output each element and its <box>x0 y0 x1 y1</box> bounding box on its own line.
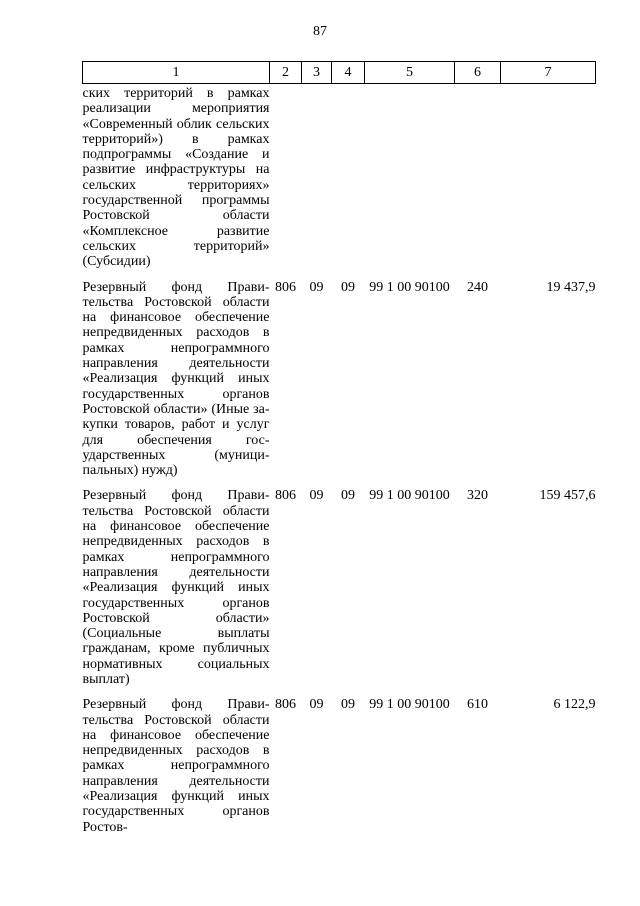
table-row <box>83 488 596 697</box>
row-section: 09 <box>309 488 324 504</box>
row-section: 09 <box>309 279 324 295</box>
row-code: 806 <box>275 697 296 713</box>
row-code: 806 <box>275 279 296 295</box>
row-code <box>270 84 302 280</box>
row-target: 99 1 00 90100 <box>369 488 450 504</box>
table-body <box>83 84 596 845</box>
row-subsection <box>332 84 365 280</box>
header-col-1: 1 <box>83 62 270 84</box>
header-col-6: 6 <box>455 62 501 84</box>
row-section <box>302 84 332 280</box>
table-header <box>83 62 596 84</box>
row-expense-type <box>455 84 501 280</box>
row-amount: 6 122,9 <box>553 697 596 713</box>
row-expense-type: 240 <box>467 279 488 295</box>
row-description: Резервный фонд Правительства Ростовской области на финансовое обеспечение непредвиденных расходов в рамках непрограммного направления деятельности «Реализация функций иных государственных органов Ростовской области» (Иные закупки товаров, работ и услуг для обеспечения государственных (муниципальных) нужд) <box>82 279 270 479</box>
row-target: 99 1 00 90100 <box>369 279 450 295</box>
budget-table <box>82 61 596 845</box>
table-row <box>83 697 596 845</box>
header-col-5: 5 <box>365 62 455 84</box>
row-subsection: 09 <box>341 697 355 713</box>
row-expense-type: 610 <box>467 697 488 713</box>
row-section: 09 <box>309 697 324 713</box>
row-subsection: 09 <box>341 279 355 295</box>
row-description: ских территорий в рамках реализации мероприятия «Современный облик сельских территорий») в рамках подпрограммы «Создание и развитие инфраструктуры на сельских территориях» государственной программы Ростовской области «Комплексное развитие сельских территорий» (Субсидии) <box>82 86 270 270</box>
header-col-7: 7 <box>501 62 596 84</box>
row-amount: 19 437,9 <box>546 279 596 295</box>
row-subsection: 09 <box>341 488 355 504</box>
table-row <box>83 280 596 489</box>
header-col-2: 2 <box>270 62 302 84</box>
row-code: 806 <box>275 488 296 504</box>
table-row-continuation <box>83 84 596 280</box>
row-target: 99 1 00 90100 <box>369 697 450 713</box>
header-col-3: 3 <box>302 62 332 84</box>
row-amount <box>501 84 596 280</box>
row-expense-type: 320 <box>467 488 488 504</box>
row-target <box>365 84 455 280</box>
row-description: Резервный фонд Правительства Ростовской области на финансовое обеспечение непредвиденных расходов в рамках непрограммного направления деятельности «Реализация функций иных государственных органов Ростов- <box>82 697 270 835</box>
header-col-4: 4 <box>332 62 365 84</box>
header-row <box>83 62 596 84</box>
page-number: 87 <box>313 24 327 39</box>
row-description: Резервный фонд Правительства Ростовской области на финансовое обеспечение непредвиденных расходов в рамках непрограммного направления деятельности «Реализация функций иных государственных органов Ростовской области» (Социальные выплаты гражданам, кроме публичных нормативных социальных выплат) <box>82 488 270 687</box>
row-amount: 159 457,6 <box>539 488 596 504</box>
